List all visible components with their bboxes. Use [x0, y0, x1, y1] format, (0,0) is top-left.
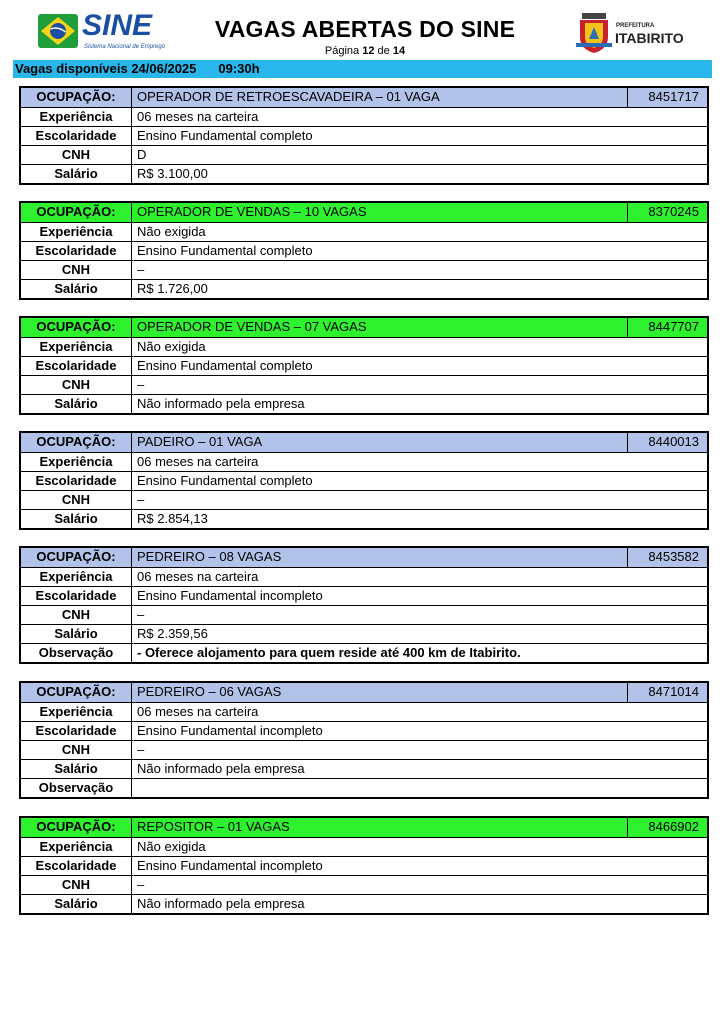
escolaridade-label: Escolaridade	[21, 587, 132, 605]
job-code: 8453582	[627, 548, 707, 567]
experiencia-row	[21, 337, 707, 356]
experiencia-value: 06 meses na carteira	[137, 109, 259, 124]
job-header-row	[21, 203, 707, 222]
experiencia-value: 06 meses na carteira	[137, 454, 259, 469]
experiencia-value: 06 meses na carteira	[137, 704, 259, 719]
salario-row	[21, 279, 707, 298]
page-number	[200, 45, 530, 57]
job-header-row	[21, 318, 707, 337]
salario-value: Não informado pela empresa	[137, 396, 305, 411]
experiencia-row	[21, 107, 707, 126]
city-crest-icon	[576, 13, 612, 53]
cnh-value: –	[137, 877, 145, 892]
ocupacao-label: OCUPAÇÃO:	[21, 433, 132, 452]
prefeitura-label: PREFEITURA	[616, 23, 655, 29]
job-header-row	[21, 433, 707, 452]
cnh-label: CNH	[21, 876, 132, 894]
ocupacao-label: OCUPAÇÃO:	[21, 818, 132, 837]
job-title: PEDREIRO – 06 VAGAS	[137, 684, 282, 699]
escolaridade-label: Escolaridade	[21, 857, 132, 875]
job-card	[19, 546, 709, 664]
job-card	[19, 431, 709, 530]
cnh-label: CNH	[21, 376, 132, 394]
cnh-label: CNH	[21, 606, 132, 624]
ocupacao-label: OCUPAÇÃO:	[21, 88, 132, 107]
observacao-value: - Oferece alojamento para quem reside até 400 km de Itabirito.	[137, 645, 521, 660]
page-sep: de	[377, 45, 390, 57]
experiencia-label: Experiência	[21, 838, 132, 856]
job-card	[19, 316, 709, 415]
cnh-row	[21, 375, 707, 394]
escolaridade-value: Ensino Fundamental incompleto	[137, 588, 323, 603]
cnh-value: –	[137, 262, 145, 277]
salario-value: R$ 3.100,00	[137, 166, 208, 181]
escolaridade-row	[21, 126, 707, 145]
escolaridade-row	[21, 586, 707, 605]
salario-label: Salário	[21, 395, 132, 413]
job-header-row	[21, 818, 707, 837]
escolaridade-value: Ensino Fundamental completo	[137, 473, 313, 488]
job-card	[19, 681, 709, 799]
cnh-row	[21, 260, 707, 279]
sine-logo-subtitle: Sistema Nacional de Emprego	[84, 44, 166, 50]
cnh-row	[21, 875, 707, 894]
job-title: OPERADOR DE VENDAS – 07 VAGAS	[137, 319, 367, 334]
escolaridade-row	[21, 856, 707, 875]
cnh-value: –	[137, 492, 145, 507]
job-code: 8370245	[627, 203, 707, 222]
sine-logo-text: SINE	[82, 9, 153, 42]
cnh-value: –	[137, 742, 145, 757]
cnh-label: CNH	[21, 741, 132, 759]
job-title: REPOSITOR – 01 VAGAS	[137, 819, 290, 834]
experiencia-label: Experiência	[21, 108, 132, 126]
salario-label: Salário	[21, 760, 132, 778]
salario-label: Salário	[21, 510, 132, 528]
escolaridade-label: Escolaridade	[21, 722, 132, 740]
escolaridade-value: Ensino Fundamental completo	[137, 358, 313, 373]
salario-value: R$ 2.854,13	[137, 511, 208, 526]
salario-row	[21, 164, 707, 183]
sine-logo	[38, 9, 168, 52]
job-card	[19, 201, 709, 300]
experiencia-label: Experiência	[21, 568, 132, 586]
job-code: 8451717	[627, 88, 707, 107]
brazil-flag-icon	[38, 14, 78, 48]
cnh-label: CNH	[21, 491, 132, 509]
escolaridade-label: Escolaridade	[21, 127, 132, 145]
job-header-row	[21, 548, 707, 567]
experiencia-value: Não exigida	[137, 839, 206, 854]
page-header	[0, 0, 724, 60]
job-code: 8466902	[627, 818, 707, 837]
cnh-label: CNH	[21, 146, 132, 164]
escolaridade-value: Ensino Fundamental completo	[137, 128, 313, 143]
observacao-row	[21, 778, 707, 797]
cnh-value: –	[137, 377, 145, 392]
salario-row	[21, 759, 707, 778]
ocupacao-label: OCUPAÇÃO:	[21, 203, 132, 222]
cnh-label: CNH	[21, 261, 132, 279]
escolaridade-row	[21, 471, 707, 490]
escolaridade-row	[21, 721, 707, 740]
ocupacao-label: OCUPAÇÃO:	[21, 548, 132, 567]
page-prefix: Página	[324, 45, 360, 57]
job-title: PADEIRO – 01 VAGA	[137, 434, 263, 449]
salario-value: Não informado pela empresa	[137, 761, 305, 776]
escolaridade-label: Escolaridade	[21, 472, 132, 490]
date-label: Vagas disponíveis 24/06/2025	[15, 61, 197, 76]
escolaridade-label: Escolaridade	[21, 242, 132, 260]
job-code: 8471014	[627, 683, 707, 702]
job-card	[19, 86, 709, 185]
salario-row	[21, 894, 707, 913]
job-header-row	[21, 683, 707, 702]
observacao-label: Observação	[21, 779, 132, 797]
cnh-row	[21, 145, 707, 164]
escolaridade-row	[21, 241, 707, 260]
cnh-value: –	[137, 607, 145, 622]
job-code: 8440013	[627, 433, 707, 452]
salario-value: R$ 2.359,56	[137, 626, 208, 641]
salario-row	[21, 509, 707, 528]
date-bar	[13, 60, 712, 78]
city-name: ITABIRITO	[615, 30, 684, 46]
salario-label: Salário	[21, 895, 132, 913]
experiencia-label: Experiência	[21, 453, 132, 471]
escolaridade-value: Ensino Fundamental incompleto	[137, 723, 323, 738]
job-code: 8447707	[627, 318, 707, 337]
salario-value: Não informado pela empresa	[137, 896, 305, 911]
experiencia-label: Experiência	[21, 338, 132, 356]
salario-row	[21, 394, 707, 413]
job-title: PEDREIRO – 08 VAGAS	[137, 549, 282, 564]
escolaridade-value: Ensino Fundamental completo	[137, 243, 313, 258]
salario-value: R$ 1.726,00	[137, 281, 208, 296]
cnh-value: D	[137, 147, 147, 162]
experiencia-label: Experiência	[21, 223, 132, 241]
time-label: 09:30h	[218, 61, 260, 76]
observacao-value	[132, 779, 707, 797]
job-title: OPERADOR DE RETROESCAVADEIRA – 01 VAGA	[137, 89, 440, 104]
ocupacao-label: OCUPAÇÃO:	[21, 683, 132, 702]
job-header-row	[21, 88, 707, 107]
experiencia-value: 06 meses na carteira	[137, 569, 259, 584]
cnh-row	[21, 605, 707, 624]
page-current: 12	[362, 45, 375, 57]
page-title: VAGAS ABERTAS DO SINE	[214, 16, 516, 42]
experiencia-label: Experiência	[21, 703, 132, 721]
experiencia-row	[21, 702, 707, 721]
experiencia-value: Não exigida	[137, 339, 206, 354]
escolaridade-label: Escolaridade	[21, 357, 132, 375]
salario-label: Salário	[21, 625, 132, 643]
cnh-row	[21, 740, 707, 759]
experiencia-row	[21, 567, 707, 586]
escolaridade-value: Ensino Fundamental incompleto	[137, 858, 323, 873]
job-card	[19, 816, 709, 915]
experiencia-row	[21, 837, 707, 856]
experiencia-row	[21, 452, 707, 471]
observacao-label: Observação	[21, 644, 132, 662]
escolaridade-row	[21, 356, 707, 375]
page-total: 14	[392, 45, 406, 57]
observacao-row	[21, 643, 707, 662]
experiencia-row	[21, 222, 707, 241]
job-title: OPERADOR DE VENDAS – 10 VAGAS	[137, 204, 367, 219]
ocupacao-label: OCUPAÇÃO:	[21, 318, 132, 337]
cnh-row	[21, 490, 707, 509]
salario-label: Salário	[21, 165, 132, 183]
salario-label: Salário	[21, 280, 132, 298]
prefeitura-logo	[576, 13, 696, 53]
salario-row	[21, 624, 707, 643]
experiencia-value: Não exigida	[137, 224, 206, 239]
